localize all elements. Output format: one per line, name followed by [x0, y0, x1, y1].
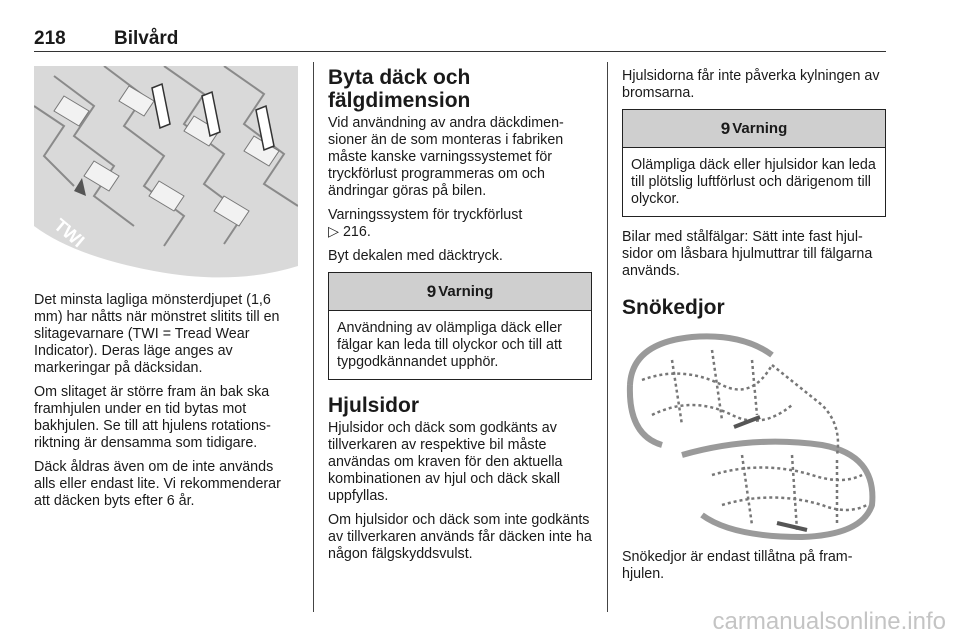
column-2 [328, 66, 592, 570]
twi-label: TWI [50, 214, 89, 252]
section-title: Bilvård [114, 28, 179, 49]
paragraph-brake-cooling: Hjulsidorna får inte påverka kylningen av bromsarna. [622, 68, 880, 101]
paragraph-replace-label: Byt dekalen med däcktryck. [328, 248, 503, 264]
page-header [34, 28, 886, 52]
column-1 [34, 60, 298, 517]
column-3 [622, 68, 886, 590]
warning-body: Olämpliga däck eller hjulsidor kan leda till plötslig luftförlust och därigenom till olyckor. [631, 157, 876, 207]
paragraph-wheel-covers-approved: Hjulsidor och däck som godkänts av tillverkaren av respektive bil måste användas om kraven för den aktuella kombinationen av hjul och däck skall uppfyllas. [328, 420, 563, 504]
warning-body: Användning av olämpliga däck eller fälgar kan leda till olyckor och till att typgodkännandet upphör. [337, 320, 562, 370]
warning-header [329, 273, 591, 311]
column-divider-1 [313, 62, 314, 612]
page-ref-arrow-icon: ▷ [328, 224, 339, 240]
heading-change-tire-size: Byta däck och fälgdimension [328, 66, 471, 112]
heading-wheel-covers: Hjulsidor [328, 394, 420, 417]
warning-triangle-icon: 9 [426, 281, 437, 301]
tire-tread-illustration [34, 66, 298, 278]
page-number: 218 [34, 28, 66, 49]
warning-box-wheel-covers [622, 109, 886, 217]
warning-title: Varning [732, 120, 788, 137]
warning-header [623, 110, 885, 148]
paragraph-tread-depth: Det minsta lagliga mönsterdjupet (1,6 mm) har nåtts när mönstret slitits till en slitagevarnare (TWI = Tread Wear Indicator). Deras läge anges av markeringar på däcksidan. [34, 292, 280, 376]
watermark: carmanualsonline.info [712, 608, 946, 635]
paragraph-wheel-covers-not-approved: Om hjulsidor och däck som inte godkänts av tillverkaren används får däcken inte ha någon fälgskyddsvulst. [328, 512, 592, 562]
paragraph-tire-age: Däck åldras även om de inte används alls eller endast lite. Vi rekommenderar att däcken byts efter 6 år. [34, 459, 281, 509]
warning-box-tires [328, 272, 592, 380]
paragraph-wear-rotation: Om slitaget är större fram än bak ska framhjulen under en tid bytas mot bakhjulen. Se till att hjulens rotationsriktning är densamma som tidigare. [34, 384, 271, 451]
heading-snow-chains: Snökedjor [622, 296, 725, 319]
paragraph-steel-rims: Bilar med stålfälgar: Sätt inte fast hjulsidor om låsbara hjulmuttrar till fälgarna används. [622, 229, 873, 279]
warning-triangle-icon: 9 [720, 118, 731, 138]
paragraph-chains-front-only: Snökedjor är endast tillåtna på framhjulen. [622, 549, 853, 582]
warning-title: Varning [438, 283, 494, 300]
pressure-warning-text: Varningssystem för tryckförlust [328, 207, 523, 223]
paragraph-pressure-warning-ref [328, 207, 592, 241]
snow-chain-illustration [622, 325, 886, 543]
page-ref-link[interactable]: 216. [342, 224, 371, 240]
paragraph-tire-dimensions: Vid användning av andra däckdimensioner än de som monteras i fabriken måste kanske varningssystemet för tryckförlust programmeras om och ändringar göras på bilen. [328, 115, 564, 199]
column-divider-2 [607, 62, 608, 612]
